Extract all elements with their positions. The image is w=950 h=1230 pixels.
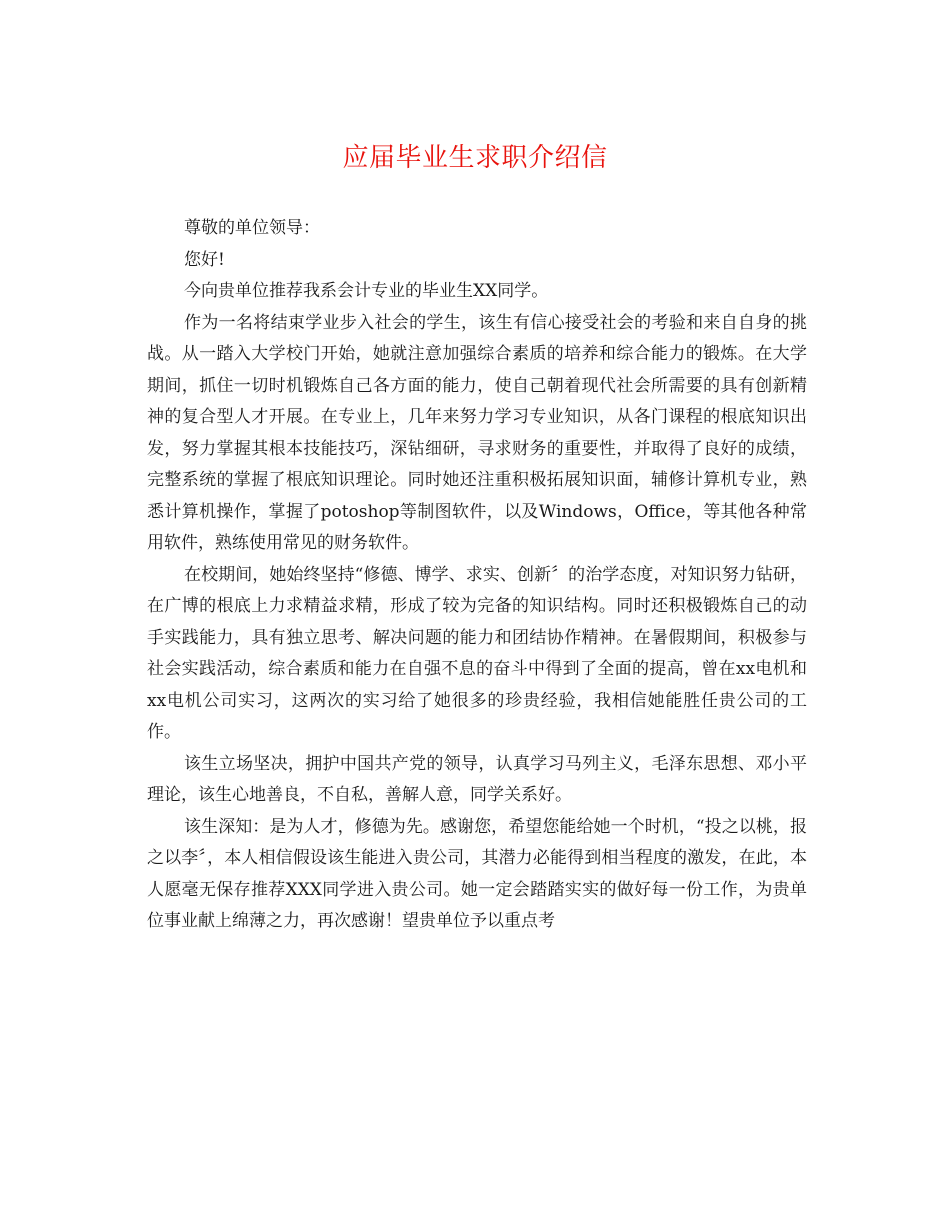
salutation: 尊敬的单位领导： (184, 218, 320, 238)
body-paragraph: 该生立场坚决，拥护中国共产党的领导，认真学习马列主义，毛泽东思想、邓小平理论，该生心地善良，不自私，善解人意，同学关系好。 (147, 753, 807, 805)
body-paragraph: 在校期间，她始终坚持“修德、博学、求实、创新〞的治学态度，对知识努力钻研，在广博的根底上力求精益求精，形成了较为完备的知识结构。同时还积极锻炼自己的动手实践能力，具有独立思考、解决问题的能力和团结协作精神。在暑假期间，积极参与社会实践活动，综合素质和能力在自强不息的奋斗中得到了全面的提高，曾在xx电机和xx电机公司实习，这两次的实习给了她很多的珍贵经验，我相信她能胜任贵公司的工作。 (147, 564, 807, 742)
document-body (147, 213, 807, 938)
body-paragraph: 作为一名将结束学业步入社会的学生，该生有信心接受社会的考验和来自自身的挑战。从一踏入大学校门开始，她就注意加强综合素质的培养和综合能力的锻炼。在大学期间，抓住一切时机锻炼自己各方面的能力，使自己朝着现代社会所需要的具有创新精神的复合型人才开展。在专业上，几年来努力学习专业知识，从各门课程的根底知识出发，努力掌握其根本技能技巧，深钻细研，寻求财务的重要性，并取得了良好的成绩，完整系统的掌握了根底知识理论。同时她还注重积极拓展知识面，辅修计算机专业，熟悉计算机操作，掌握了potoshop等制图软件，以及Windows，Office，等其他各种常用软件，熟练使用常见的财务软件。 (147, 312, 807, 553)
document-title: 应届毕业生求职介绍信 (342, 143, 608, 173)
body-paragraph: 该生深知：是为人才，修德为先。感谢您，希望您能给她一个时机，“投之以桃，报之以李〞，本人相信假设该生能进入贵公司，其潜力必能得到相当程度的激发，在此，本人愿毫无保存推荐XXX同学进入贵公司。她一定会踏踏实实的做好每一份工作，为贵单位事业献上绵薄之力，再次感谢！望贵单位予以重点考 (147, 816, 807, 931)
greeting: 您好! (184, 249, 225, 270)
intro-paragraph: 今向贵单位推荐我系会计专业的毕业生XX同学。 (184, 281, 549, 301)
